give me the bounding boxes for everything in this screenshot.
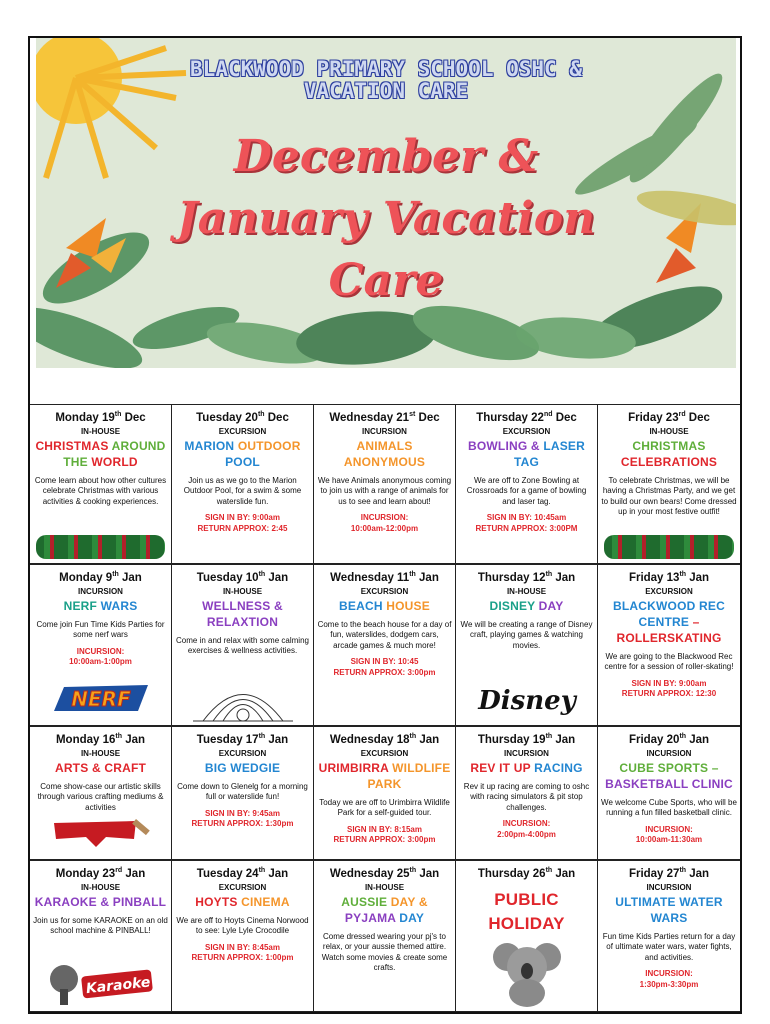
activity-type: INCURSION bbox=[646, 748, 692, 758]
day-heading: Wednesday 18th Jan bbox=[329, 733, 440, 746]
activity-times: SIGN IN BY: 10:45 RETURN APPROX: 3:00pm bbox=[333, 657, 436, 677]
calendar-day-cell bbox=[456, 404, 598, 564]
activity-type: EXCURSION bbox=[218, 748, 267, 758]
activity-description: Come dressed wearing your pj's to relax, or your aussie themed attire. Watch some movies & create some crafts. bbox=[321, 931, 448, 973]
activity-description: Come in and relax with some calming exercises & wellness activities. bbox=[176, 635, 309, 656]
spacer-strip bbox=[36, 368, 736, 404]
disney-logo-icon bbox=[472, 679, 582, 719]
activity-title: DISNEY DAY bbox=[489, 598, 564, 613]
calendar-day-cell bbox=[172, 726, 314, 860]
activity-type: INCURSION bbox=[362, 426, 407, 436]
calendar-day-cell bbox=[172, 404, 314, 564]
calendar-day-cell bbox=[456, 564, 598, 726]
activity-description: Come join Fun Time Kids Parties for some nerf wars bbox=[36, 619, 165, 640]
activity-type: INCURSION bbox=[78, 586, 123, 596]
svg-text:Disney: Disney bbox=[477, 686, 576, 716]
activity-title: MARION OUTDOOR POOL bbox=[184, 438, 301, 469]
day-heading: Wednesday 25th Jan bbox=[329, 867, 440, 880]
day-heading: Wednesday 11th Jan bbox=[330, 571, 439, 584]
activity-times: SIGN IN BY: 8:45am RETURN APPROX: 1:00pm bbox=[191, 942, 294, 963]
paint-brush-icon bbox=[46, 813, 156, 853]
activity-title: PUBLIC HOLIDAY bbox=[488, 889, 565, 933]
activity-type: EXCURSION bbox=[218, 426, 267, 436]
activity-title: BIG WEDGIE bbox=[204, 760, 281, 775]
activity-type: EXCURSION bbox=[645, 586, 693, 596]
activity-description: We will be creating a range of Disney craft, playing games & watching movies. bbox=[460, 619, 593, 650]
day-heading: Monday 19th Dec bbox=[55, 411, 146, 424]
karaoke-microphone-icon bbox=[46, 959, 156, 1007]
activity-description: Come show-case our artistic skills through various crafting mediums & activities bbox=[37, 781, 164, 812]
activity-times: SIGN IN BY: 8:15am RETURN APPROX: 3:00pm bbox=[333, 824, 436, 845]
activity-description: Today we are off to Urimbirra Wildlife Park for a self-guided tour. bbox=[319, 797, 450, 818]
activity-title: ULTIMATE WATER WARS bbox=[615, 894, 723, 925]
activity-times: SIGN IN BY: 9:00am RETURN APPROX: 2:45 bbox=[197, 513, 288, 533]
day-heading: Friday 23rd Dec bbox=[628, 411, 710, 424]
calendar-day-cell bbox=[598, 726, 740, 860]
page-title bbox=[36, 126, 736, 312]
activity-type: IN-HOUSE bbox=[649, 426, 689, 436]
calendar-day-cell bbox=[314, 564, 456, 726]
activity-description: To celebrate Christmas, we will be having a Christmas Party, and we get to build our own bears! Come dressed up in your most festive outfit! bbox=[601, 475, 737, 517]
activity-type: INCURSION bbox=[646, 882, 692, 892]
day-heading: Friday 13th Jan bbox=[628, 571, 710, 584]
koala-icon bbox=[472, 937, 582, 1007]
activity-type: EXCURSION bbox=[502, 426, 551, 436]
school-name bbox=[36, 58, 736, 102]
activity-times: SIGN IN BY: 10:45am RETURN APPROX: 3:00PM bbox=[475, 513, 578, 533]
day-heading: Tuesday 10th Jan bbox=[196, 571, 289, 584]
activity-times: INCURSION: 2:00pm-4:00pm bbox=[497, 819, 556, 839]
activity-title: HOYTS CINEMA bbox=[195, 894, 290, 909]
activity-type: IN-HOUSE bbox=[80, 426, 121, 436]
calendar-day-cell bbox=[314, 860, 456, 1012]
activity-type: EXCURSION bbox=[218, 882, 267, 892]
flyer-page bbox=[28, 36, 742, 1014]
activity-title: AUSSIE DAY & PYJAMA DAY bbox=[341, 894, 428, 925]
activity-type: IN-HOUSE bbox=[364, 882, 405, 892]
activity-title: CHRISTMAS CELEBRATIONS bbox=[620, 438, 718, 469]
calendar-day-cell bbox=[598, 404, 740, 564]
activity-description: Come to the beach house for a day of fun, waterslides, dodgem cars, arcade games & much more! bbox=[317, 619, 452, 650]
day-heading: Thursday 22nd Dec bbox=[476, 411, 577, 424]
activity-times: INCURSION: 10:00am-1:00pm bbox=[69, 646, 132, 667]
activity-times: INCURSION: 10:00am-12:00pm bbox=[350, 513, 419, 533]
day-heading: Tuesday 17th Jan bbox=[196, 733, 289, 746]
activity-title: BEACH HOUSE bbox=[339, 598, 430, 613]
day-heading: Thursday 19th Jan bbox=[477, 733, 576, 746]
activity-title: CUBE SPORTS – BASKETBALL CLINIC bbox=[605, 760, 733, 791]
mandala-icon bbox=[188, 673, 298, 723]
activity-title: NERF WARS bbox=[63, 598, 138, 613]
activity-description: We have Animals anonymous coming to join us with a range of animals for us to see and learn about! bbox=[317, 475, 452, 506]
calendar-day-cell bbox=[314, 726, 456, 860]
svg-text:Karaoke: Karaoke bbox=[84, 974, 151, 998]
nerf-logo-icon bbox=[46, 679, 156, 719]
activity-type: EXCURSION bbox=[360, 748, 409, 758]
activity-title: BOWLING & LASER TAG bbox=[468, 438, 585, 469]
day-heading: Monday 23rd Jan bbox=[55, 867, 146, 880]
activity-title: REV IT UP RACING bbox=[470, 760, 583, 775]
calendar-day-cell bbox=[30, 726, 172, 860]
activity-title: CHRISTMAS AROUND THE WORLD bbox=[35, 438, 166, 469]
activity-description: Fun time Kids Parties return for a day of ultimate water wars, water fights, and activities. bbox=[602, 931, 736, 962]
title-line1: December & bbox=[233, 131, 539, 182]
activity-times: INCURSION: 1:30pm-3:30pm bbox=[639, 969, 699, 989]
activity-description: Join us as we go to the Marion Outdoor Pool, for a swim & some waterslide fun. bbox=[183, 475, 302, 506]
activity-description: We are off to Zone Bowling at Crossroads for a game of bowling and laser tag. bbox=[466, 475, 587, 506]
activity-description: Come down to Glenelg for a morning full or waterslide fun! bbox=[177, 781, 308, 802]
activity-title: KARAOKE & PINBALL bbox=[34, 894, 167, 909]
activity-description: We are going to the Blackwood Rec centre for a session of roller-skating! bbox=[604, 651, 734, 672]
christmas-garland-icon bbox=[36, 535, 165, 559]
calendar-day-cell bbox=[30, 564, 172, 726]
activity-description: We are off to Hoyts Cinema Norwood to see: Lyle Lyle Crocodile bbox=[176, 915, 309, 936]
calendar-day-cell bbox=[598, 860, 740, 1012]
svg-text:NERF: NERF bbox=[70, 687, 131, 711]
activity-times: SIGN IN BY: 9:00am RETURN APPROX: 12:30 bbox=[621, 678, 717, 699]
title-line2: January Vacation bbox=[176, 193, 596, 244]
activity-description: We welcome Cube Sports, who will be running a fun filled basketball clinic. bbox=[601, 797, 737, 818]
activity-title: ANIMALS ANONYMOUS bbox=[343, 438, 426, 469]
calendar-day-cell bbox=[314, 404, 456, 564]
activity-times: SIGN IN BY: 9:45am RETURN APPROX: 1:30pm bbox=[191, 808, 294, 829]
activity-title: URIMBIRRA WILDLIFE PARK bbox=[318, 760, 451, 791]
activity-times: INCURSION: 10:00am-11:30am bbox=[635, 824, 703, 845]
school-name-line2: VACATION CARE bbox=[303, 79, 469, 103]
day-heading: Wednesday 21st Dec bbox=[329, 411, 440, 424]
activity-description: Rev it up racing are coming to oshc with racing simulators & pit stop challenges. bbox=[463, 781, 590, 812]
header-banner bbox=[36, 38, 736, 368]
calendar-day-cell bbox=[172, 564, 314, 726]
activity-type: IN-HOUSE bbox=[506, 586, 547, 596]
calendar-day-cell bbox=[456, 726, 598, 860]
day-heading: Tuesday 24th Jan bbox=[196, 867, 289, 880]
activity-description: Join us for some KARAOKE on an old school machine & PINBALL! bbox=[33, 915, 168, 936]
day-heading: Tuesday 20th Dec bbox=[196, 411, 289, 424]
calendar-day-cell bbox=[598, 564, 740, 726]
activity-type: INCURSION bbox=[504, 748, 549, 758]
school-name-line1: BLACKWOOD PRIMARY SCHOOL OSHC & bbox=[190, 57, 582, 81]
calendar-grid bbox=[30, 404, 740, 1012]
day-heading: Thursday 12th Jan bbox=[477, 571, 576, 584]
calendar-day-cell bbox=[30, 860, 172, 1012]
activity-type: IN-HOUSE bbox=[222, 586, 263, 596]
activity-title: BLACKWOOD REC CENTRE – ROLLERSKATING bbox=[613, 598, 725, 645]
activity-title: WELLNESS & RELAXTION bbox=[202, 598, 283, 629]
day-heading: Monday 9th Jan bbox=[59, 571, 142, 584]
calendar-day-cell bbox=[172, 860, 314, 1012]
title-line3: Care bbox=[328, 255, 444, 306]
day-heading: Friday 27th Jan bbox=[628, 867, 710, 880]
calendar-day-cell bbox=[456, 860, 598, 1012]
day-heading: Thursday 26th Jan bbox=[477, 867, 576, 880]
activity-type: EXCURSION bbox=[360, 586, 409, 596]
activity-title: ARTS & CRAFT bbox=[54, 760, 147, 775]
activity-type: IN-HOUSE bbox=[80, 882, 121, 892]
activity-type: IN-HOUSE bbox=[80, 748, 121, 758]
christmas-garland-icon bbox=[604, 535, 734, 559]
day-heading: Monday 16th Jan bbox=[55, 733, 146, 746]
day-heading: Friday 20th Jan bbox=[628, 733, 710, 746]
calendar-day-cell bbox=[30, 404, 172, 564]
activity-description: Come learn about how other cultures celebrate Christmas with various activities & cooking experiences. bbox=[34, 475, 167, 506]
